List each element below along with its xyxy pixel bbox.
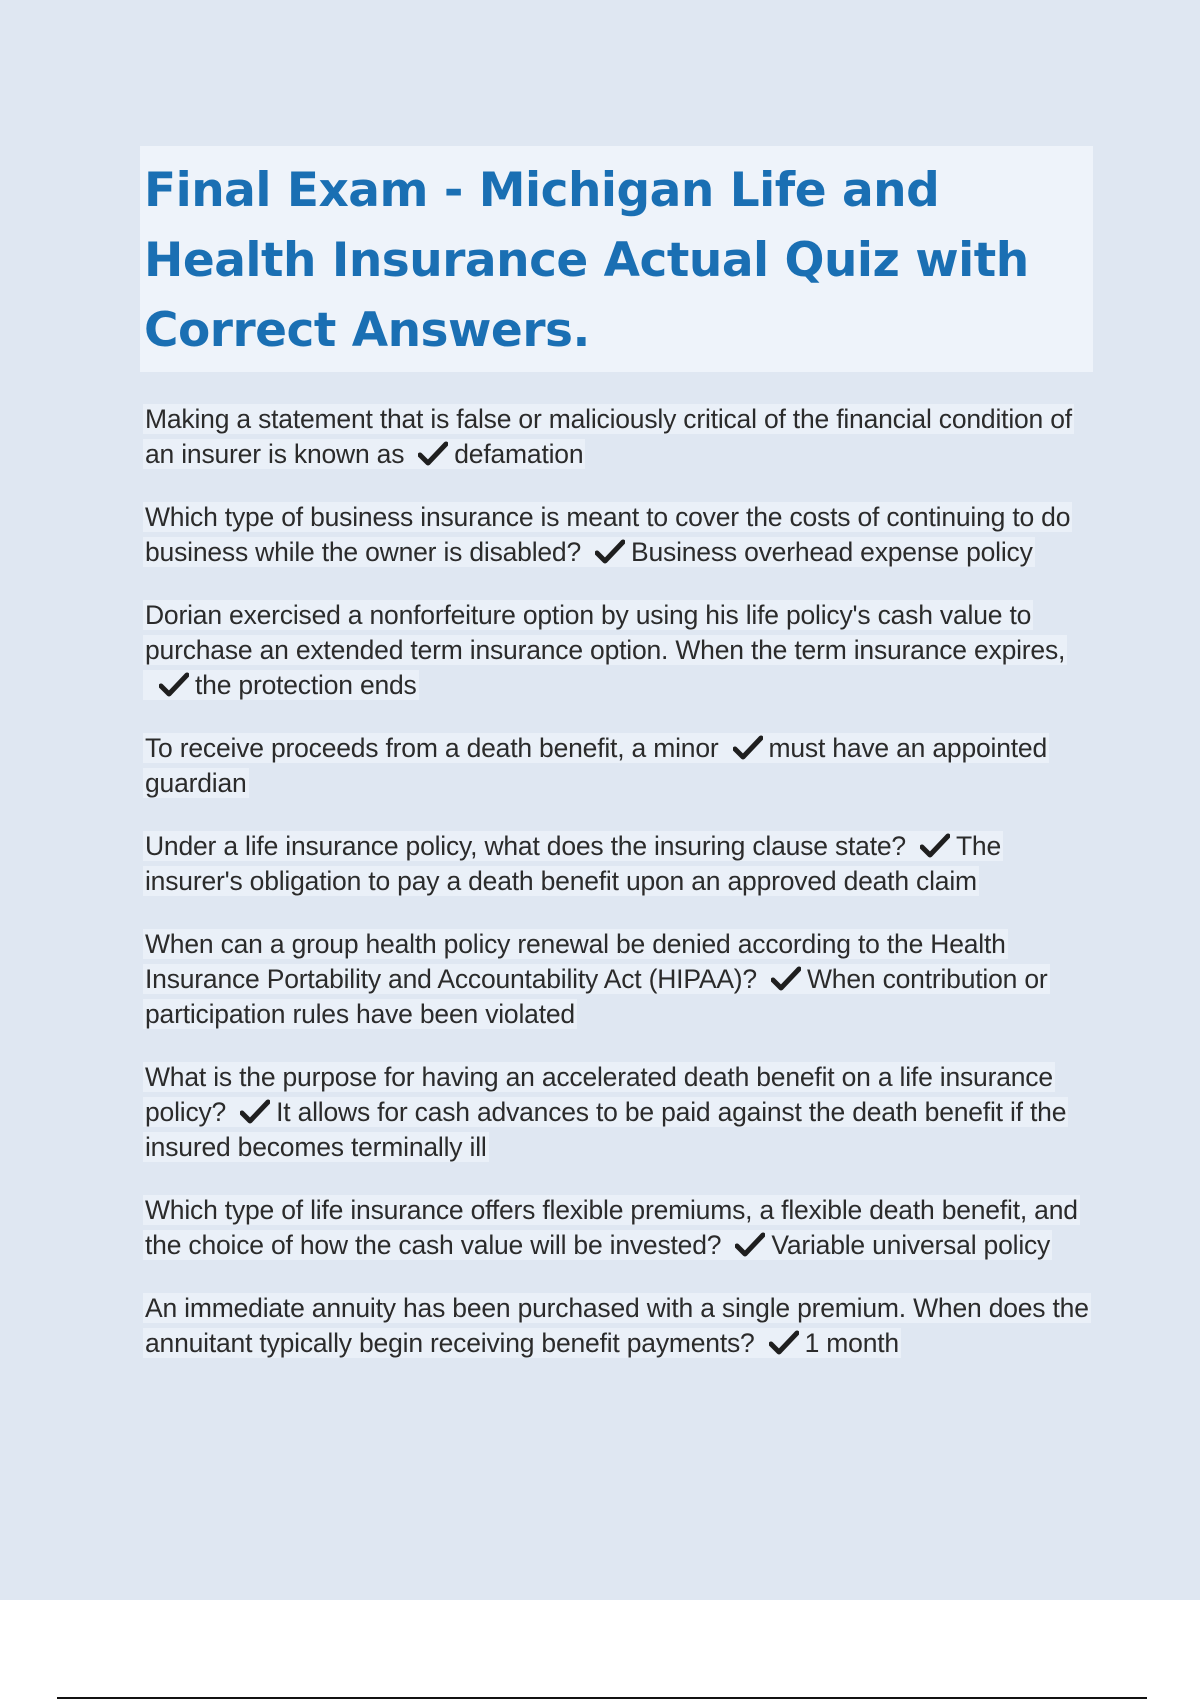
question-text: To receive proceeds from a death benefit, a minor	[145, 733, 719, 763]
checkmark-icon	[418, 441, 448, 467]
checkmark-icon	[159, 672, 189, 698]
qa-item	[143, 1060, 1093, 1165]
qa-item	[143, 500, 1093, 570]
qa-item	[143, 927, 1093, 1032]
answer-text: It allows for cash advances to be paid against the death benefit if the insured becomes terminally ill	[145, 1097, 1067, 1162]
question-text: Which type of business insurance is meant to cover the costs of continuing to do business while the owner is disabled?	[145, 502, 1071, 567]
document-content	[143, 146, 1093, 1389]
qa-item-text	[143, 929, 1050, 1029]
title-box	[140, 146, 1093, 372]
answer-text: Business overhead expense policy	[631, 537, 1033, 567]
qa-item	[143, 731, 1093, 801]
qa-item	[143, 402, 1093, 472]
answer-text: 1 month	[804, 1328, 899, 1358]
checkmark-icon	[771, 966, 801, 992]
answer-text: Variable universal policy	[771, 1230, 1051, 1260]
question-text: Which type of life insurance offers flexible premiums, a flexible death benefit, and the choice of how the cash value will be invested?	[145, 1195, 1078, 1260]
qa-item-text	[143, 600, 1067, 700]
qa-item-text	[143, 404, 1074, 469]
checkmark-icon	[595, 539, 625, 565]
checkmark-icon	[733, 735, 763, 761]
qa-item	[143, 598, 1093, 703]
checkmark-icon	[240, 1099, 270, 1125]
question-text: Under a life insurance policy, what does the insuring clause state?	[145, 831, 906, 861]
qa-item-text	[143, 733, 1049, 798]
qa-item	[143, 1291, 1093, 1361]
qa-item-text	[143, 1293, 1091, 1358]
qa-item	[143, 829, 1093, 899]
answer-text: must have an appointed guardian	[145, 733, 1047, 798]
checkmark-icon	[769, 1330, 799, 1356]
qa-item-text	[143, 502, 1072, 567]
checkmark-icon	[735, 1232, 765, 1258]
qa-item	[143, 1193, 1093, 1263]
footer-divider	[57, 1697, 1147, 1699]
qa-list	[143, 402, 1093, 1361]
qa-item-text	[143, 831, 1003, 896]
qa-item-text	[143, 1062, 1068, 1162]
qa-item-text	[143, 1195, 1080, 1260]
answer-text: When contribution or participation rules have been violated	[145, 964, 1048, 1029]
question-text: Dorian exercised a nonforfeiture option by using his life policy's cash value to purchase an extended term insurance option. When the term insurance expires,	[145, 600, 1066, 665]
answer-text: defamation	[454, 439, 584, 469]
checkmark-icon	[920, 833, 950, 859]
answer-text: the protection ends	[195, 670, 417, 700]
question-text: What is the purpose for having an accelerated death benefit on a life insurance policy?	[145, 1062, 1053, 1127]
answer-text: The insurer's obligation to pay a death benefit upon an approved death claim	[145, 831, 1002, 896]
document-title: Final Exam - Michigan Life and Health Insurance Actual Quiz with Correct Answers.	[144, 163, 1029, 358]
question-text: Making a statement that is false or maliciously critical of the financial condition of an insurer is known as	[145, 404, 1072, 469]
question-text: When can a group health policy renewal be denied according to the Health Insurance Portability and Accountability Act (HIPAA)?	[145, 929, 1006, 994]
question-text: An immediate annuity has been purchased with a single premium. When does the annuitant typically begin receiving benefit payments?	[145, 1293, 1089, 1358]
